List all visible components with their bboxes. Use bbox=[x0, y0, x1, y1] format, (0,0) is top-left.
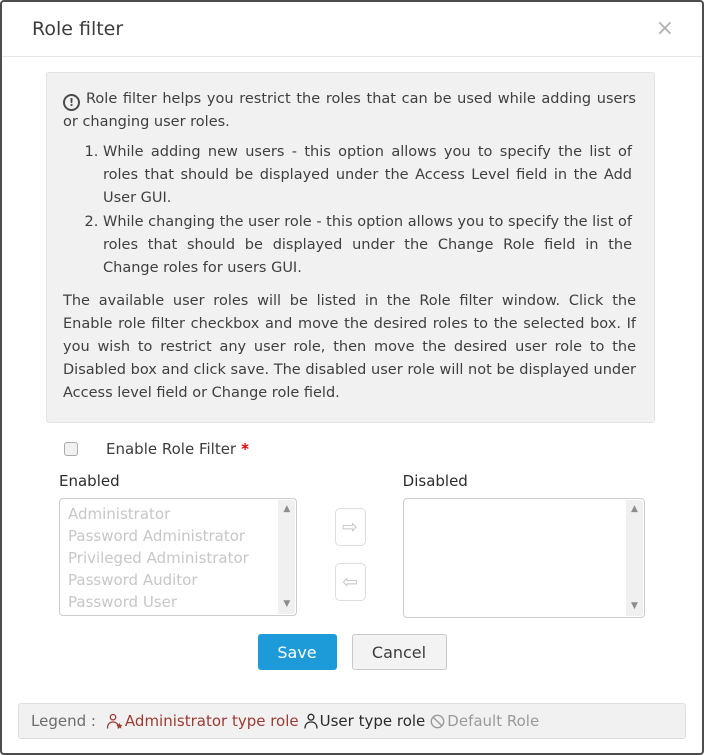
cancel-button[interactable]: Cancel bbox=[352, 634, 447, 670]
enabled-column bbox=[59, 472, 297, 618]
info-icon: ! bbox=[63, 94, 80, 111]
scroll-down-icon[interactable]: ▼ bbox=[283, 599, 291, 609]
default-role-icon bbox=[429, 713, 446, 730]
arrow-right-icon: ⇨ bbox=[342, 516, 358, 538]
required-marker: * bbox=[241, 440, 249, 458]
dialog-actions bbox=[2, 634, 702, 670]
scroll-down-icon[interactable]: ▼ bbox=[631, 601, 638, 611]
close-icon[interactable]: × bbox=[655, 16, 674, 41]
info-footer: The available user roles will be listed in the Role filter window. Click the Enable role filter checkbox and move the desired roles to the selected box. If you wish to restrict any user role, then move the desired user role to the Disabled box and click save. The disabled user role will not be displayed under Access level field or Change role field. bbox=[63, 293, 636, 401]
role-lists-section bbox=[59, 472, 645, 618]
info-list bbox=[85, 141, 632, 280]
enabled-roles-listbox[interactable] bbox=[59, 498, 297, 616]
disabled-column bbox=[403, 472, 645, 618]
move-left-button[interactable] bbox=[335, 563, 366, 601]
scroll-up-icon[interactable]: ▲ bbox=[631, 504, 638, 514]
save-button[interactable]: Save bbox=[258, 634, 337, 670]
move-right-button[interactable] bbox=[335, 508, 366, 546]
arrow-left-icon: ⇦ bbox=[342, 571, 358, 593]
legend-title: Legend : bbox=[31, 712, 96, 730]
disabled-roles-listbox[interactable] bbox=[403, 498, 645, 618]
move-buttons-column bbox=[297, 472, 402, 618]
info-intro-text: Role filter helps you restrict the roles that can be used while adding users or changing user roles. bbox=[63, 91, 636, 130]
role-option[interactable]: Password User bbox=[68, 593, 178, 611]
enable-role-filter-label[interactable]: Enable Role Filter bbox=[106, 440, 237, 458]
legend-item-label: User type role bbox=[319, 712, 426, 730]
enabled-label: Enabled bbox=[59, 472, 120, 490]
role-option[interactable]: Password Administrator bbox=[68, 527, 246, 545]
role-option[interactable]: Password Auditor bbox=[68, 571, 198, 589]
disabled-list-scrollbar[interactable] bbox=[626, 500, 643, 616]
disabled-label: Disabled bbox=[402, 472, 468, 490]
user-role-icon bbox=[303, 713, 319, 730]
dialog-header bbox=[2, 2, 702, 57]
legend-item-user bbox=[299, 712, 426, 730]
enabled-list-scrollbar[interactable] bbox=[278, 500, 295, 614]
admin-role-icon bbox=[106, 713, 124, 730]
info-list-item-2: 2. While changing the user role - this option allows you to specify the list of roles that should be displayed under the Change Role field in the Change roles for users GUI. bbox=[103, 211, 632, 280]
legend-item-default bbox=[425, 712, 539, 730]
info-intro bbox=[63, 88, 636, 134]
legend-item-label: Administrator type role bbox=[124, 712, 299, 730]
scroll-up-icon[interactable]: ▲ bbox=[283, 504, 291, 514]
legend-item-administrator bbox=[102, 712, 299, 730]
info-list-item-1: 1. While adding new users - this option allows you to specify the list of roles that should be displayed under the Access Level field in the Add User GUI. bbox=[103, 141, 632, 210]
legend-bar bbox=[18, 703, 686, 739]
enable-role-filter-checkbox[interactable] bbox=[64, 442, 78, 456]
legend-item-label: Default Role bbox=[447, 712, 540, 730]
role-option[interactable]: Administrator bbox=[68, 505, 171, 523]
role-option[interactable]: Privileged Administrator bbox=[68, 549, 249, 567]
enable-role-filter-row bbox=[64, 440, 702, 458]
info-panel bbox=[46, 72, 655, 423]
enabled-roles-options bbox=[68, 503, 272, 613]
page-title: Role filter bbox=[32, 18, 124, 40]
